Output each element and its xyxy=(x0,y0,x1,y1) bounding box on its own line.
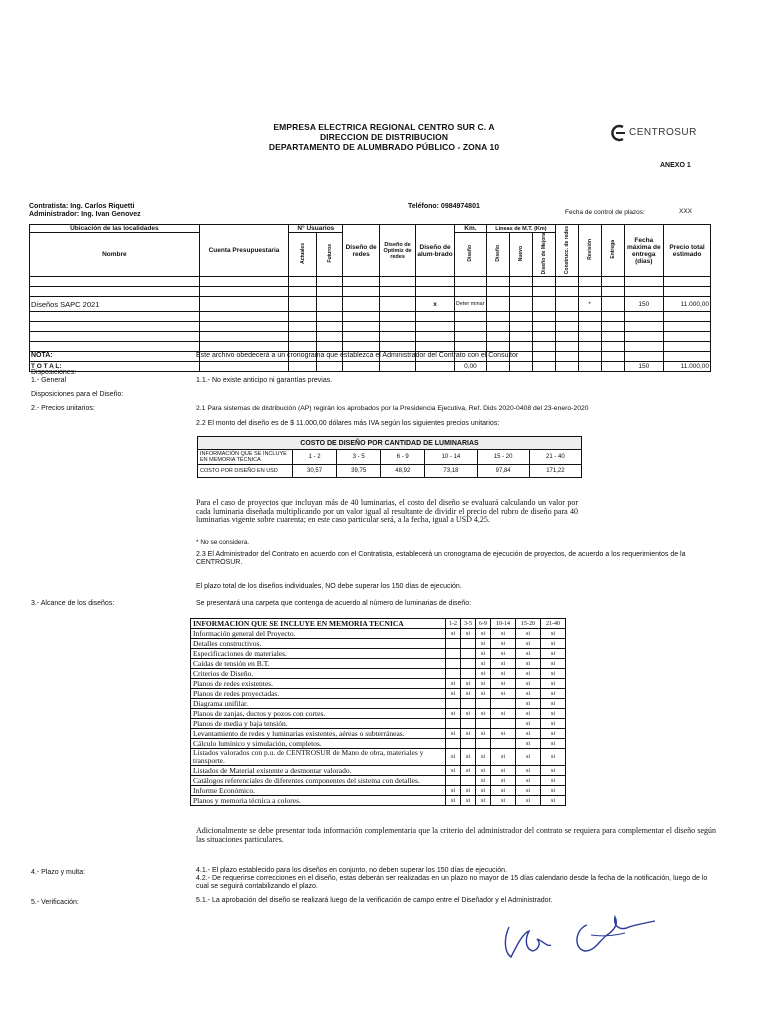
scope-mark: si xyxy=(541,719,566,729)
total-price: 11.000,00 xyxy=(664,362,711,372)
cost-table-caption: COSTO DE DISEÑO POR CANTIDAD DE LUMINARIAS xyxy=(198,437,582,450)
scope-row-label: Levantamiento de redes y luminarias existentes, aéreas o subterráneas. xyxy=(191,729,446,739)
annex-label: ANEXO 1 xyxy=(660,162,691,169)
signature-icon xyxy=(495,905,665,965)
scope-mark xyxy=(476,739,491,749)
scope-mark xyxy=(461,776,476,786)
cost-cell: 171,22 xyxy=(529,465,581,478)
control-date-label: Fecha de control de plazos: xyxy=(565,209,645,216)
scope-mark: si xyxy=(541,709,566,719)
cost-cell: 97,84 xyxy=(477,465,529,478)
table-row xyxy=(30,277,711,287)
scope-mark: si xyxy=(461,796,476,806)
scope-mark xyxy=(476,719,491,729)
range-cell: 6 - 9 xyxy=(381,450,425,465)
cost-table xyxy=(197,436,582,478)
scope-mark: si xyxy=(516,719,541,729)
scope-mark: si xyxy=(476,629,491,639)
scope-mark: si xyxy=(476,766,491,776)
scope-mark: si xyxy=(541,629,566,639)
scope-mark: si xyxy=(476,679,491,689)
scope-mark: si xyxy=(461,709,476,719)
scope-mark: si xyxy=(541,699,566,709)
col-review: Revisión xyxy=(586,239,593,261)
scope-mark: si xyxy=(541,649,566,659)
paragraph-23: 2.3 El Administrador del Contrato en acuerdo con el Contratista, establecerá un cronograma de ejecución de proyectos, de acuerdo a los requerimientos de la CENTROSUR. xyxy=(196,551,686,566)
row-name: Diseños SAPC 2021 xyxy=(30,297,200,312)
range-cell: 21 - 40 xyxy=(529,450,581,465)
scope-mark: si xyxy=(516,709,541,719)
scope-row-label: Detalles constructivos. xyxy=(191,639,446,649)
col-optimize: Diseño de Optimiz de redes xyxy=(379,225,415,277)
scope-mark: si xyxy=(461,629,476,639)
scope-row-label: Diagrama unifilar. xyxy=(191,699,446,709)
scope-mark: si xyxy=(491,776,516,786)
scope-mark: si xyxy=(446,749,461,766)
over-40-paragraph: Para el caso de proyectos que incluyan más de 40 luminarias, el costo del diseño se evaluará calculando un valor por cada luminaria diseñada multiplicando por un valor igual al resultante de dividir el precio del rubro de diseño para 40 luminarias vigente sobre cuarenta; en este caso particular será, a la fecha, igual a USD 4,25. xyxy=(196,498,578,525)
scope-row xyxy=(191,659,566,669)
scope-mark: si xyxy=(491,786,516,796)
range-row xyxy=(198,450,582,465)
scope-mark: si xyxy=(516,776,541,786)
scope-mark: si xyxy=(476,659,491,669)
scope-row xyxy=(191,649,566,659)
scope-mark: si xyxy=(476,689,491,699)
scope-row-label: Planos de zanjas, ductos y pozos con cortes. xyxy=(191,709,446,719)
col-budget: Cuenta Presupuestaria xyxy=(199,225,289,277)
scope-mark xyxy=(461,659,476,669)
scope-mark: si xyxy=(541,729,566,739)
col-name: Nombre xyxy=(30,233,200,277)
scope-mark: si xyxy=(541,689,566,699)
scope-table xyxy=(190,618,566,806)
scope-mark xyxy=(446,639,461,649)
scope-col: 10-14 xyxy=(491,619,516,629)
control-date-value: XXX xyxy=(679,208,693,215)
scope-mark xyxy=(461,719,476,729)
table-row xyxy=(30,332,711,342)
company-name: EMPRESA ELECTRICA REGIONAL CENTRO SUR C. A xyxy=(273,122,495,132)
scope-mark: si xyxy=(541,796,566,806)
col-users-current: Actuales xyxy=(299,243,306,265)
cost-row-label: COSTO POR DISEÑO EN USD xyxy=(198,465,293,478)
prices-label: 2.- Precios unitarios: xyxy=(31,405,95,412)
scope-mark: si xyxy=(491,689,516,699)
additional-paragraph: Adicionalmente se debe presentar toda información complementaria que la criterio del administrador del contrato se requiera para complementar el diseño según las situaciones particulares. xyxy=(196,826,716,844)
row-km: Deter minar xyxy=(454,297,486,312)
scope-row xyxy=(191,639,566,649)
logo-mark-icon xyxy=(609,124,629,142)
scope-mark: si xyxy=(541,639,566,649)
scope-mark: si xyxy=(446,679,461,689)
row-price: 11.000,00 xyxy=(664,297,711,312)
scope-mark xyxy=(461,699,476,709)
scope-mark: si xyxy=(516,766,541,776)
scope-mark: si xyxy=(476,776,491,786)
not-considered-note: * No se considera. xyxy=(196,539,250,546)
scope-mark: si xyxy=(541,786,566,796)
department-name: DEPARTAMENTO DE ALUMBRADO PÚBLICO - ZONA 10 xyxy=(268,142,500,152)
scope-row-label: Caídas de tensión en B.T. xyxy=(191,659,446,669)
total-km: 0,00 xyxy=(454,362,486,372)
scope-mark: si xyxy=(516,659,541,669)
col-users: N° Usuarios xyxy=(289,225,343,233)
scope-mark: si xyxy=(446,729,461,739)
scope-mark: si xyxy=(516,669,541,679)
scope-mark: si xyxy=(516,699,541,709)
scope-text: Se presentará una carpeta que contenga de acuerdo al número de luminarias de diseño: xyxy=(196,600,472,607)
scope-mark: si xyxy=(516,786,541,796)
scope-row xyxy=(191,719,566,729)
scope-mark: si xyxy=(516,649,541,659)
range-cell: 15 - 20 xyxy=(477,450,529,465)
scope-col: 1-2 xyxy=(446,619,461,629)
scope-mark: si xyxy=(476,649,491,659)
prices-21: 2.1 Para sistemas de distribución (AP) regirán los aprobados por la Presidencia Ejecutiva, Ref. Dids 2020-0408 del 23-enero-2020 xyxy=(196,405,589,412)
scope-mark: si xyxy=(541,679,566,689)
scope-mark xyxy=(461,669,476,679)
scope-col: 15-20 xyxy=(516,619,541,629)
total-days: 150 xyxy=(624,362,664,372)
range-cell: 1 - 2 xyxy=(293,450,337,465)
scope-mark: si xyxy=(446,766,461,776)
scope-mark: si xyxy=(461,679,476,689)
direction-name: DIRECCION DE DISTRIBUCION xyxy=(319,132,449,142)
scope-mark: si xyxy=(516,796,541,806)
scope-row-label: Especificaciones de materiales. xyxy=(191,649,446,659)
term-label: 4.- Plazo y multa: xyxy=(31,869,86,876)
table-row xyxy=(30,287,711,297)
scope-col: 6-9 xyxy=(476,619,491,629)
scope-mark: si xyxy=(461,786,476,796)
scope-mark: si xyxy=(491,649,516,659)
general-text: 1.1.- No existe anticipo ni garantías previas. xyxy=(196,377,333,384)
col-location: Ubicación de las localidades xyxy=(30,225,200,233)
scope-mark xyxy=(476,699,491,709)
scope-row-label: Listados de Material existente a desmontar valorado. xyxy=(191,766,446,776)
scope-row-label: Cálculo lumínico y simulación, completos. xyxy=(191,739,446,749)
scope-col: 3-5 xyxy=(461,619,476,629)
scope-mark: si xyxy=(476,709,491,719)
nota-label: NOTA: xyxy=(31,352,53,359)
scope-mark: si xyxy=(461,749,476,766)
scope-mark: si xyxy=(476,786,491,796)
scope-row-label: Planos y memoria técnica a colores. xyxy=(191,796,446,806)
nota-text: Este archivo obedecerá a un cronograma que establezca el Administrador del Contrato con el Consultor xyxy=(196,352,519,359)
scope-mark: si xyxy=(491,796,516,806)
scope-row xyxy=(191,689,566,699)
scope-row xyxy=(191,749,566,766)
scope-mark: si xyxy=(446,629,461,639)
col-mt: Líneas de M.T. (Km) xyxy=(487,225,556,233)
disposiciones-label: Disposiciones: xyxy=(31,369,77,376)
scope-row xyxy=(191,679,566,689)
scope-row-label: Criterios de Diseño. xyxy=(191,669,446,679)
scope-row xyxy=(191,786,566,796)
scope-mark xyxy=(461,739,476,749)
scope-row xyxy=(191,776,566,786)
scope-row xyxy=(191,709,566,719)
scope-row xyxy=(191,766,566,776)
col-users-future: Futuros xyxy=(326,244,333,263)
cost-cell: 30,57 xyxy=(293,465,337,478)
row-star: * xyxy=(578,297,601,312)
col-price: Precio total estimado xyxy=(664,225,711,277)
scope-mark: si xyxy=(461,689,476,699)
range-row-label: INFORMACIÓN QUE SE INCLUYE EN MEMORIA TÉCNICA xyxy=(198,450,293,465)
scope-row-label: Información general del Proyecto. xyxy=(191,629,446,639)
scope-mark: si xyxy=(491,659,516,669)
scope-mark xyxy=(491,719,516,729)
scope-mark xyxy=(446,649,461,659)
scope-mark xyxy=(446,699,461,709)
scope-row-label: Listados valorados con p.u. de CENTROSUR de Mano de obra, materiales y transporte. xyxy=(191,749,446,766)
col-mt-improve: Diseño de Mejora xyxy=(540,233,547,275)
col-mt-design: Diseño xyxy=(495,245,502,263)
scope-mark: si xyxy=(446,689,461,699)
centrosur-logo xyxy=(609,124,705,142)
contractor: Contratista: Ing. Carlos Riquetti xyxy=(29,203,135,210)
scope-mark: si xyxy=(516,679,541,689)
scope-mark: si xyxy=(541,669,566,679)
scope-mark: si xyxy=(491,729,516,739)
scope-header-label: INFORMACION QUE SE INCLUYE EN MEMORIA TECNICA xyxy=(191,619,446,629)
verification-label: 5.- Verificación: xyxy=(31,899,79,906)
term-42: 4.2.- De requerirse correcciones en el diseño, estas deberán ser realizadas en un plazo no mayor de 15 días calendario desde la fecha de la notificación, luego de lo cual se seguirá contabilizando el plazo. xyxy=(196,875,708,890)
localities-table xyxy=(29,224,711,372)
row-days: 150 xyxy=(624,297,664,312)
administrator: Administrador: Ing. Ivan Genovez xyxy=(29,211,141,218)
total-term: El plazo total de los diseños individuales, NO debe superar los 150 días de ejecución. xyxy=(196,583,462,590)
table-row xyxy=(30,312,711,322)
scope-mark: si xyxy=(491,639,516,649)
scope-mark: si xyxy=(446,709,461,719)
total-row xyxy=(30,362,711,372)
table-row-sapc xyxy=(30,297,711,312)
cost-cell: 73,18 xyxy=(425,465,477,478)
scope-mark xyxy=(446,776,461,786)
scope-mark: si xyxy=(476,796,491,806)
scope-label: 3.- Alcance de los diseños: xyxy=(31,600,115,607)
total-label: T O T A L: xyxy=(30,362,200,372)
scope-mark xyxy=(446,659,461,669)
scope-mark: si xyxy=(516,629,541,639)
scope-mark xyxy=(461,639,476,649)
scope-mark: si xyxy=(541,749,566,766)
scope-mark: si xyxy=(476,669,491,679)
row-mark: x xyxy=(416,297,455,312)
scope-mark: si xyxy=(516,739,541,749)
scope-row-label: Planos de redes proyectadas. xyxy=(191,689,446,699)
scope-mark xyxy=(446,719,461,729)
col-deadline: Fecha máxima de entrega (días) xyxy=(624,225,664,277)
scope-row-label: Informe Económico. xyxy=(191,786,446,796)
scope-mark xyxy=(446,739,461,749)
scope-mark: si xyxy=(491,669,516,679)
table-header-row xyxy=(30,225,711,233)
scope-row xyxy=(191,669,566,679)
col-km: Km. xyxy=(454,225,486,233)
scope-mark: si xyxy=(516,729,541,739)
scope-mark xyxy=(446,669,461,679)
scope-mark: si xyxy=(491,629,516,639)
scope-mark: si xyxy=(446,786,461,796)
cost-cell: 48,92 xyxy=(381,465,425,478)
scope-mark: si xyxy=(476,729,491,739)
verification-51: 5.1.- La aprobación del diseño se realizará luego de la verificación de campo entre el Diseñador y el Administrador. xyxy=(196,897,553,904)
scope-mark: si xyxy=(491,749,516,766)
scope-col: 21-40 xyxy=(541,619,566,629)
design-disposiciones: Disposiciones para el Diseño: xyxy=(31,391,124,398)
cost-cell: 39,75 xyxy=(337,465,381,478)
scope-row-label: Planos de media y baja tensión. xyxy=(191,719,446,729)
term-41: 4.1.- El plazo establecido para los diseños en conjunto, no deben superar los 150 días de ejecución. xyxy=(196,867,507,874)
col-lighting: Diseño de alum-brado xyxy=(416,225,455,277)
scope-mark: si xyxy=(516,639,541,649)
scope-mark xyxy=(461,649,476,659)
table-row xyxy=(30,342,711,352)
scope-row-label: Planos de redes existentes. xyxy=(191,679,446,689)
col-delivered: Entrega xyxy=(609,240,616,260)
col-design-networks: Diseño de redes xyxy=(343,225,379,277)
col-km-design: Diseño xyxy=(467,245,474,263)
scope-mark: si xyxy=(516,749,541,766)
range-cell: 3 - 5 xyxy=(337,450,381,465)
scope-mark: si xyxy=(541,739,566,749)
scope-mark: si xyxy=(461,729,476,739)
phone: Teléfono: 0984974801 xyxy=(408,203,480,210)
scope-header-row xyxy=(191,619,566,629)
scope-mark: si xyxy=(541,659,566,669)
scope-mark: si xyxy=(446,796,461,806)
scope-mark: si xyxy=(476,639,491,649)
cost-row xyxy=(198,465,582,478)
general-label: 1.- General xyxy=(31,377,67,384)
scope-row xyxy=(191,629,566,639)
scope-row xyxy=(191,729,566,739)
scope-mark: si xyxy=(516,689,541,699)
col-construction: Construcc. de redes xyxy=(563,225,570,274)
scope-mark: si xyxy=(491,679,516,689)
scope-row xyxy=(191,739,566,749)
scope-mark xyxy=(491,699,516,709)
scope-mark: si xyxy=(541,766,566,776)
logo-text: CENTROSUR xyxy=(629,127,697,138)
scope-mark: si xyxy=(491,709,516,719)
scope-row-label: Catálogos referenciales de diferentes componentes del sistema con detalles. xyxy=(191,776,446,786)
table-row xyxy=(30,322,711,332)
col-mt-new: Nuevo xyxy=(517,246,524,262)
prices-22: 2.2 El monto del diseño es de $ 11.000,00 dólares más IVA según los siguientes precios unitarios: xyxy=(196,420,500,427)
scope-mark: si xyxy=(491,766,516,776)
range-cell: 10 - 14 xyxy=(425,450,477,465)
scope-mark: si xyxy=(541,776,566,786)
scope-row xyxy=(191,796,566,806)
scope-row xyxy=(191,699,566,709)
scope-mark: si xyxy=(461,766,476,776)
scope-mark: si xyxy=(476,749,491,766)
scope-mark xyxy=(491,739,516,749)
